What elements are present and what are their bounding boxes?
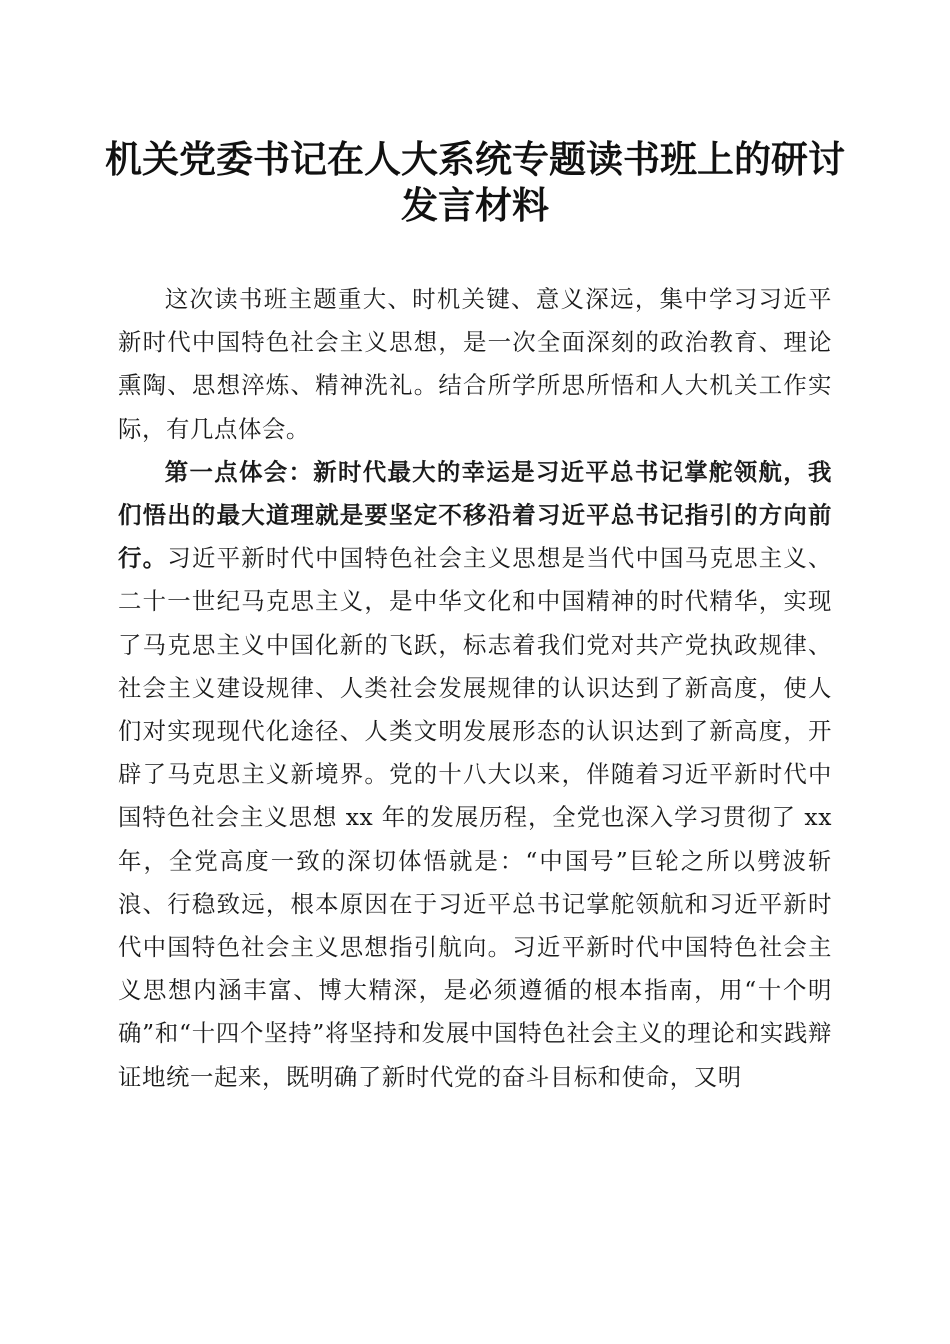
first-point-heading: 第一点体会：新时代最大的幸运是习近平总书记掌舵领航，我们悟出的最大道理就是要坚定不移沿着习近平总书记指引的方向前行。 xyxy=(118,457,832,573)
first-point-text: 习近平新时代中国特色社会主义思想是当代中国马克思主义、二十一世纪马克思主义，是中华文化和中国精神的时代精华，实现了马克思主义中国化新的飞跃，标志着我们党对共产党执政规律、社会主义建设规律、人类社会发展规律的认识达到了新高度，使人们对实现现代化途径、人类文明发展形态的认识达到了新高度，开辟了马克思主义新境界。党的十八大以来，伴随着习近平新时代中国特色社会主义思想 xx 年的发展历程，全党也深入学习贯彻了 xx 年，全党高度一致的深切体悟就是：“中国号”巨轮之所以劈波斩浪、行稳致远，根本原因在于习近平总书记掌舵领航和习近平新时代中国特色社会主义思想指引航向。习近平新时代中国特色社会主义思想内涵丰富、博大精深，是必须遵循的根本指南，用“十个明确”和“十四个坚持”将坚持和发展中国特色社会主义的理论和实践辩证地统一起来，既明确了新时代党的奋斗目标和使命，又明 xyxy=(118,544,833,1091)
first-point-paragraph xyxy=(118,451,832,1099)
document-body xyxy=(118,278,832,1099)
intro-paragraph xyxy=(118,278,832,451)
intro-paragraph-text: 这次读书班主题重大、时机关键、意义深远，集中学习习近平新时代中国特色社会主义思想，是一次全面深刻的政治教育、理论熏陶、思想淬炼、精神洗礼。结合所学所思所悟和人大机关工作实际，有几点体会。 xyxy=(118,285,832,443)
document-title: 机关党委书记在人大系统专题读书班上的研讨发言材料 xyxy=(105,137,845,227)
